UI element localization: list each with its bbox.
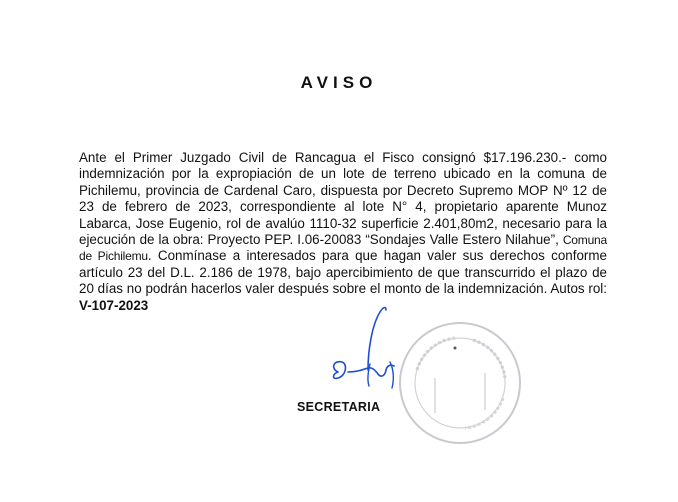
seal-stamp <box>395 318 525 448</box>
notice-title: AVISO <box>300 73 378 92</box>
handwritten-signature <box>320 300 410 400</box>
signatory-title: SECRETARIA <box>297 400 381 414</box>
notice-body <box>79 150 607 314</box>
case-rol-number: V-107-2023 <box>79 297 149 313</box>
notice-body-part-2: . Conmínase a interesados para que hagan valer sus derechos conforme artículo 23 del D.L. 2.186 de 1978, bajo apercibimiento de que transcurrido el plazo de 20 días no podrán hacerlos valer después sobre el monto de la indemnización. Autos rol: <box>79 248 607 297</box>
notice-body-part-1: Ante el Primer Juzgado Civil de Rancagua el Fisco consignó $17.196.230.- como indemnización por la expropiación de un lote de terreno ubicado en la comuna de Pichilemu, provincia de Cardenal Caro, dispuesta por Decreto Supremo MOP Nº 12 de 23 de febrero de 2023, correspondiente al lote N° 4, propietario aparente Munoz Labarca, Jose Eugenio, rol de avalúo 1110-32 superficie 2.401,80m2, necesario para la ejecución de la obra: Proyecto PEP. I.06-20083 “Sondajes Valle Estero Nilahue”, <box>79 150 607 248</box>
commune-name: Comuna de Pichilemu <box>79 233 607 264</box>
